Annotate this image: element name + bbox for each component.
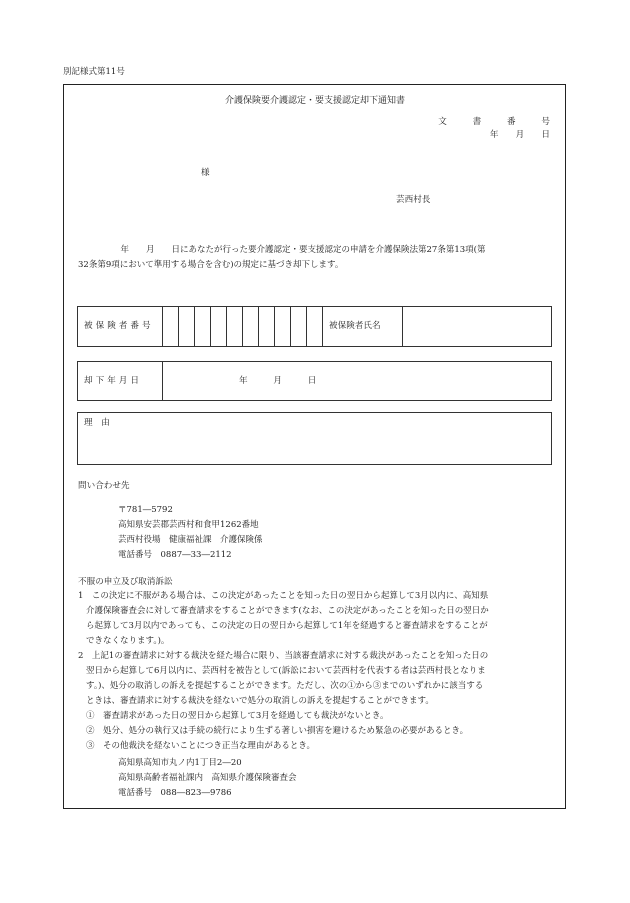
appeal-item-2-line: 2 上記1の審査請求に対する裁決を経た場合に限り、当該審査請求に対する裁決があったことを知った日の (78, 651, 489, 661)
notice-line-1: 年 月 日にあなたが行った要介護認定・要支援認定の申請を介護保険法第27条第13項(第 (78, 245, 486, 255)
digit-cell-divider (290, 307, 291, 346)
appeal-item-2-line: す。)、処分の取消しの訴えを提起することができます。ただし、次の①から③までのいずれかに該当する (86, 681, 484, 691)
issuer-name: 芸西村長 (396, 195, 431, 205)
date-cell-divider (162, 362, 163, 400)
form-number: 別記様式第11号 (63, 67, 125, 77)
insured-number-label: 被保険者番号 (84, 321, 154, 331)
contact-address: 高知県安芸郡芸西村和食甲1262番地 (118, 520, 259, 530)
digit-cell-divider (322, 307, 323, 346)
digit-cell-divider (226, 307, 227, 346)
contact-block (118, 503, 418, 563)
notice-line-2: 32条第9項において準用する場合を含む)の規定に基づき却下します。 (78, 260, 344, 270)
rejection-date-label: 却下年月日 (84, 376, 142, 386)
digit-cell-divider (210, 307, 211, 346)
digit-cell-divider (258, 307, 259, 346)
digit-cell-divider (274, 307, 275, 346)
name-cell-divider (402, 307, 403, 346)
contact-phone: 電話番号 0887―33―2112 (118, 550, 232, 560)
appeal-sub-item: ① 審査請求があった日の翌日から起算して3月を経過しても裁決がないとき。 (86, 711, 389, 721)
digit-cell-divider (306, 307, 307, 346)
appeal-sub-item: ③ その他裁決を経ないことにつき正当な理由があるとき。 (86, 741, 315, 751)
authority-address: 高知県高知市丸ノ内1丁目2―20 (118, 758, 242, 768)
document-date: 年 月 日 (489, 130, 550, 140)
contact-office: 芸西村役場 健康福祉課 介護保険係 (118, 535, 263, 545)
authority-block (118, 756, 438, 801)
appeal-item-1-line: できなくなります。)。 (86, 636, 170, 646)
document-number: 文 書 番 号 (438, 117, 550, 127)
digit-cell-divider (162, 307, 163, 346)
reason-label: 理 由 (84, 418, 110, 428)
appeal-item-2-line: ときは、審査請求に対する裁決を経ないで処分の取消しの訴えを提起することができます。 (86, 696, 434, 706)
addressee-suffix: 様 (201, 168, 210, 178)
appeal-item-2-line: 翌日から起算して6月以内に、芸西村を被告として(訴訟において芸西村を代表する者は芸西村長となりま (86, 666, 486, 676)
digit-cell-divider (178, 307, 179, 346)
authority-office: 高知県高齢者福祉課内 高知県介護保険審査会 (118, 773, 297, 783)
notice-text (78, 243, 558, 273)
appeal-heading: 不服の申立及び取消訴訟 (78, 577, 173, 587)
authority-phone: 電話番号 088―823―9786 (118, 788, 232, 798)
insured-name-label: 被保険者氏名 (329, 321, 381, 331)
rejection-date-row (77, 361, 552, 401)
appeal-sub-item: ② 処分、処分の執行又は手続の続行により生ずる著しい損害を避けるため緊急の必要があるとき。 (86, 726, 469, 736)
contact-heading: 問い合わせ先 (78, 481, 130, 491)
appeal-item-1-line: ら起算して3月以内であっても、この決定の日の翌日から起算して1年を経過すると審査請求をすることが (86, 621, 488, 631)
appeal-block (78, 589, 558, 754)
appeal-item-1-line: 1 この決定に不服がある場合は、この決定があったことを知った日の翌日から起算して3月以内に、高知県 (78, 591, 489, 601)
appeal-item-1-line: 介護保険審査会に対して審査請求をすることができます(なお、この決定があったことを知った日の翌日か (86, 606, 489, 616)
rejection-date-value: 年 月 日 (239, 376, 317, 386)
reason-row (77, 412, 552, 465)
digit-cell-divider (242, 307, 243, 346)
contact-postal: 〒781―5792 (118, 505, 173, 515)
document-title: 介護保険要介護認定・要支援認定却下通知書 (224, 96, 405, 106)
digit-cell-divider (194, 307, 195, 346)
insured-info-row (77, 306, 552, 347)
